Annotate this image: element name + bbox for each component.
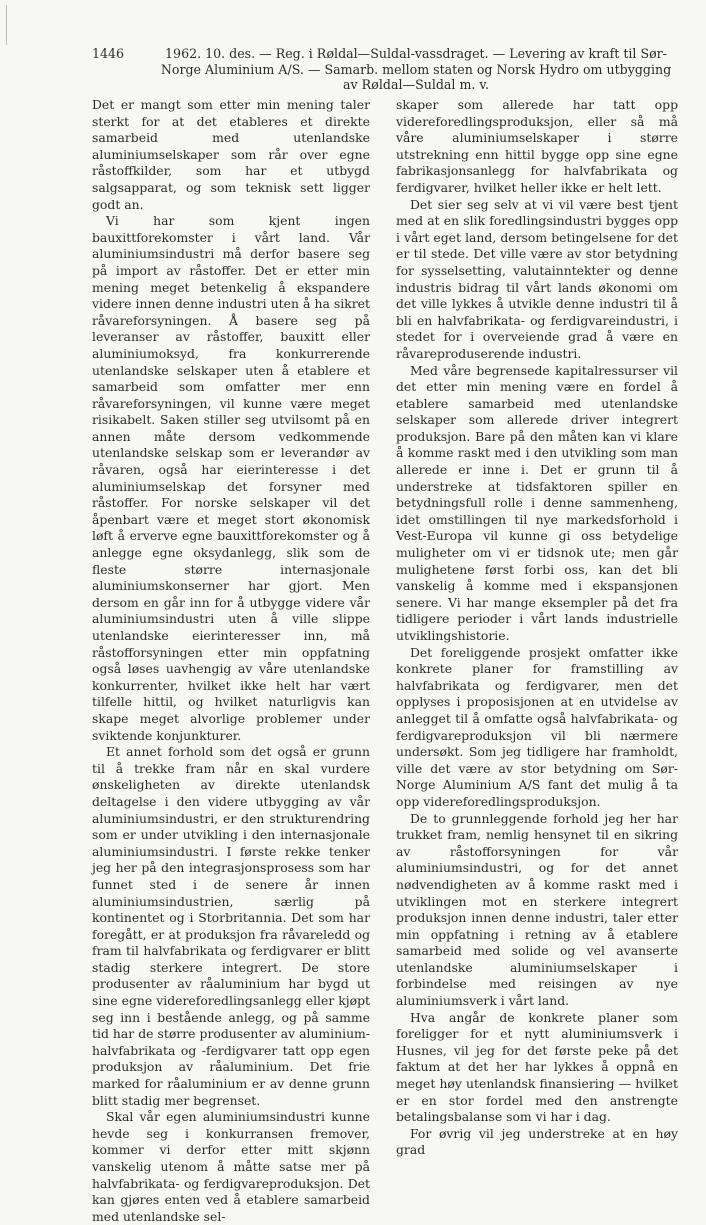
paragraph: Med våre begrensede kapitalressurser vil det etter min mening være en fordel å etablere samarbeid med utenlandske selskaper som allerede driver integrert produksjon. Bare på den måten kan vi klare å komme raskt med i den utvikling som man allerede er inne i. Det er grunn til å understreke at tidsfaktoren spiller en betydningsfull rolle i denne sammenheng, idet omstillingen til nye markedsforhold i Vest-Europa vil kunne gi oss betydelige muligheter om vi er tidsnok ute; men går mulighetene først forbi oss, kan det bli vanskelig å komme med i ekspansjonen senere. Vi har mange eksempler på det fra tidligere perioder i vårt lands industrielle utviklingshistorie. [396,362,678,643]
paragraph: Det er mangt som etter min mening taler sterkt for at det etableres et direkte samarbeid med utenlandske aluminiumselskaper som rår over egne råstoffkilder, som har et utbygd salgsapparat, og som teknisk sett ligger godt an. [92,97,370,212]
paragraph: Skal vår egen aluminiumsindustri kunne hevde seg i konkurransen fremover, kommer vi derfor etter mitt skjønn vanskelig utenom å måtte satse mer på halvfabrikata- og ferdigvareproduksjon. Det kan gjøres enten ved å etablere samarbeid med utenlandske sel- [92,1109,370,1224]
page-edge [6,5,7,45]
page-number: 1446 [92,46,125,61]
paragraph: Det sier seg selv at vi vil være best tjent med at en slik foredlingsindustri bygges opp i vårt eget land, dersom betingelsene for det er til stede. Det ville være av stor betydning for sysselsetting, valutainntekter og denne industris bidrag til vårt lands økonomi om det ville lykkes å utvikle denne industri til å bli en halvfabrikata- og ferdigvareindustri, i stedet for i overveiende grad å være en råvareproduserende industri. [396,196,678,361]
paragraph: Hva angår de konkrete planer som foreligger for et nytt aluminiumsverk i Husnes, vil jeg for det første peke på det faktum at det her har lykkes å oppnå en meget høy utenlandsk finansiering — hvilket er en stor fordel med den anstrengte betalingsbalanse som vi har i dag. [396,1009,678,1125]
paragraph: skaper som allerede har tatt opp videreforedlingsproduksjon, eller så må våre aluminiumselskaper i større utstrekning enn hittil bygge opp sine egne fabrikasjonsanlegg for halvfabrikata og ferdigvarer, hvilket heller ikke er helt lett. [396,97,678,195]
paragraph: For øvrig vil jeg understreke at en høy grad [396,1125,678,1158]
right-column [396,97,678,1159]
paragraph: Et annet forhold som det også er grunn til å trekke fram når en skal vurdere ønskeligheten av direkte utenlandsk deltagelse i den videre utbygging av vår aluminiumsindustri, er den strukturendring som er under utvikling i den internasjonale aluminiumsindustri. I første rekke tenker jeg her på den integrasjonsprosess som har funnet sted i de senere år innen aluminiumsindustrien, særlig på kontinentet og i Storbritannia. Det som har foregått, er at produksjon fra råvareledd og fram til halvfabrikata og ferdigvarer er blitt stadig sterkere integrert. De store produsenter av råaluminium har bygd ut sine egne videreforedlingsanlegg eller kjøpt seg inn i bestående anlegg, og på samme tid har de større produsenter av aluminium-halvfabrikata og -ferdigvarer tatt opp egen produksjon av råaluminium. Det frie marked for råaluminium er av denne grunn blitt stadig mer begrenset. [92,744,370,1108]
paragraph: Vi har som kjent ingen bauxittforekomster i vårt land. Vår aluminiumsindustri må derfor basere seg på import av råstoffer. Det er etter min mening meget betenkelig å ekspandere videre innen denne industri uten å ha sikret råvareforsyningen. Å basere seg på leveranser av råstoffer, bauxitt eller aluminiumoksyd, fra konkurrerende utenlandske selskaper uten å etablere et samarbeid som omfatter mer enn råvareforsyningen, vil kunne være meget risikabelt. Saken stiller seg utvilsomt på en annen måte dersom vedkommende utenlandske selskap som er leverandør av råvaren, også har eierinteresse i det aluminiumselskap det forsyner med råstoffer. For norske selskaper vil det åpenbart være et meget stort økonomisk løft å erverve egne bauxittforekomster og å anlegge egne oksydanlegg, slik som de fleste større internasjonale aluminiumskonserner har gjort. Men dersom en går inn for å utbygge videre vår aluminiumsindustri uten å ville slippe utenlandske eierinteresser inn, må råstofforsyningen etter min oppfatning også løses uavhengig av våre utenlandske konkurrenter, hvilket ikke helt har vært tilfelle hittil, og hvilket naturligvis kan skape meget alvorlige problemer under sviktende konjunkturer. [92,213,370,743]
page-header [92,46,678,93]
paragraph: Det foreliggende prosjekt omfatter ikke konkrete planer for framstilling av halvfabrikata og ferdigvarer, men det opplyses i proposisjonen at en utvidelse av anlegget til å omfatte også halvfabrikata- og ferdigvareproduksjon vil bli nærmere undersøkt. Som jeg tidligere har framholdt, ville det være av stor betydning om Sør-Norge Aluminium A/S fant det mulig å ta opp videreforedlingsproduksjon. [396,644,678,809]
left-column [92,97,370,1225]
paragraph: De to grunnleggende forhold jeg her har trukket fram, nemlig hensynet til en sikring av råstofforsyningen for vår aluminiumsindustri, og for det annet nødvendigheten av å komme raskt med i utviklingen mot en sterkere integrert produksjon innen denne industri, taler etter min oppfatning i retning av å etablere samarbeid med solide og vel avanserte utenlandske aluminiumselskaper i forbindelse med reisingen av nye aluminiumsverk i vårt land. [396,810,678,1009]
running-title: 1962. 10. des. — Reg. i Røldal—Suldal-vassdraget. — Levering av kraft til Sør-Norge Aluminium A/S. — Samarb. mellom staten og Norsk Hydro om utbygging av Røldal—Suldal m. v. [160,46,672,92]
